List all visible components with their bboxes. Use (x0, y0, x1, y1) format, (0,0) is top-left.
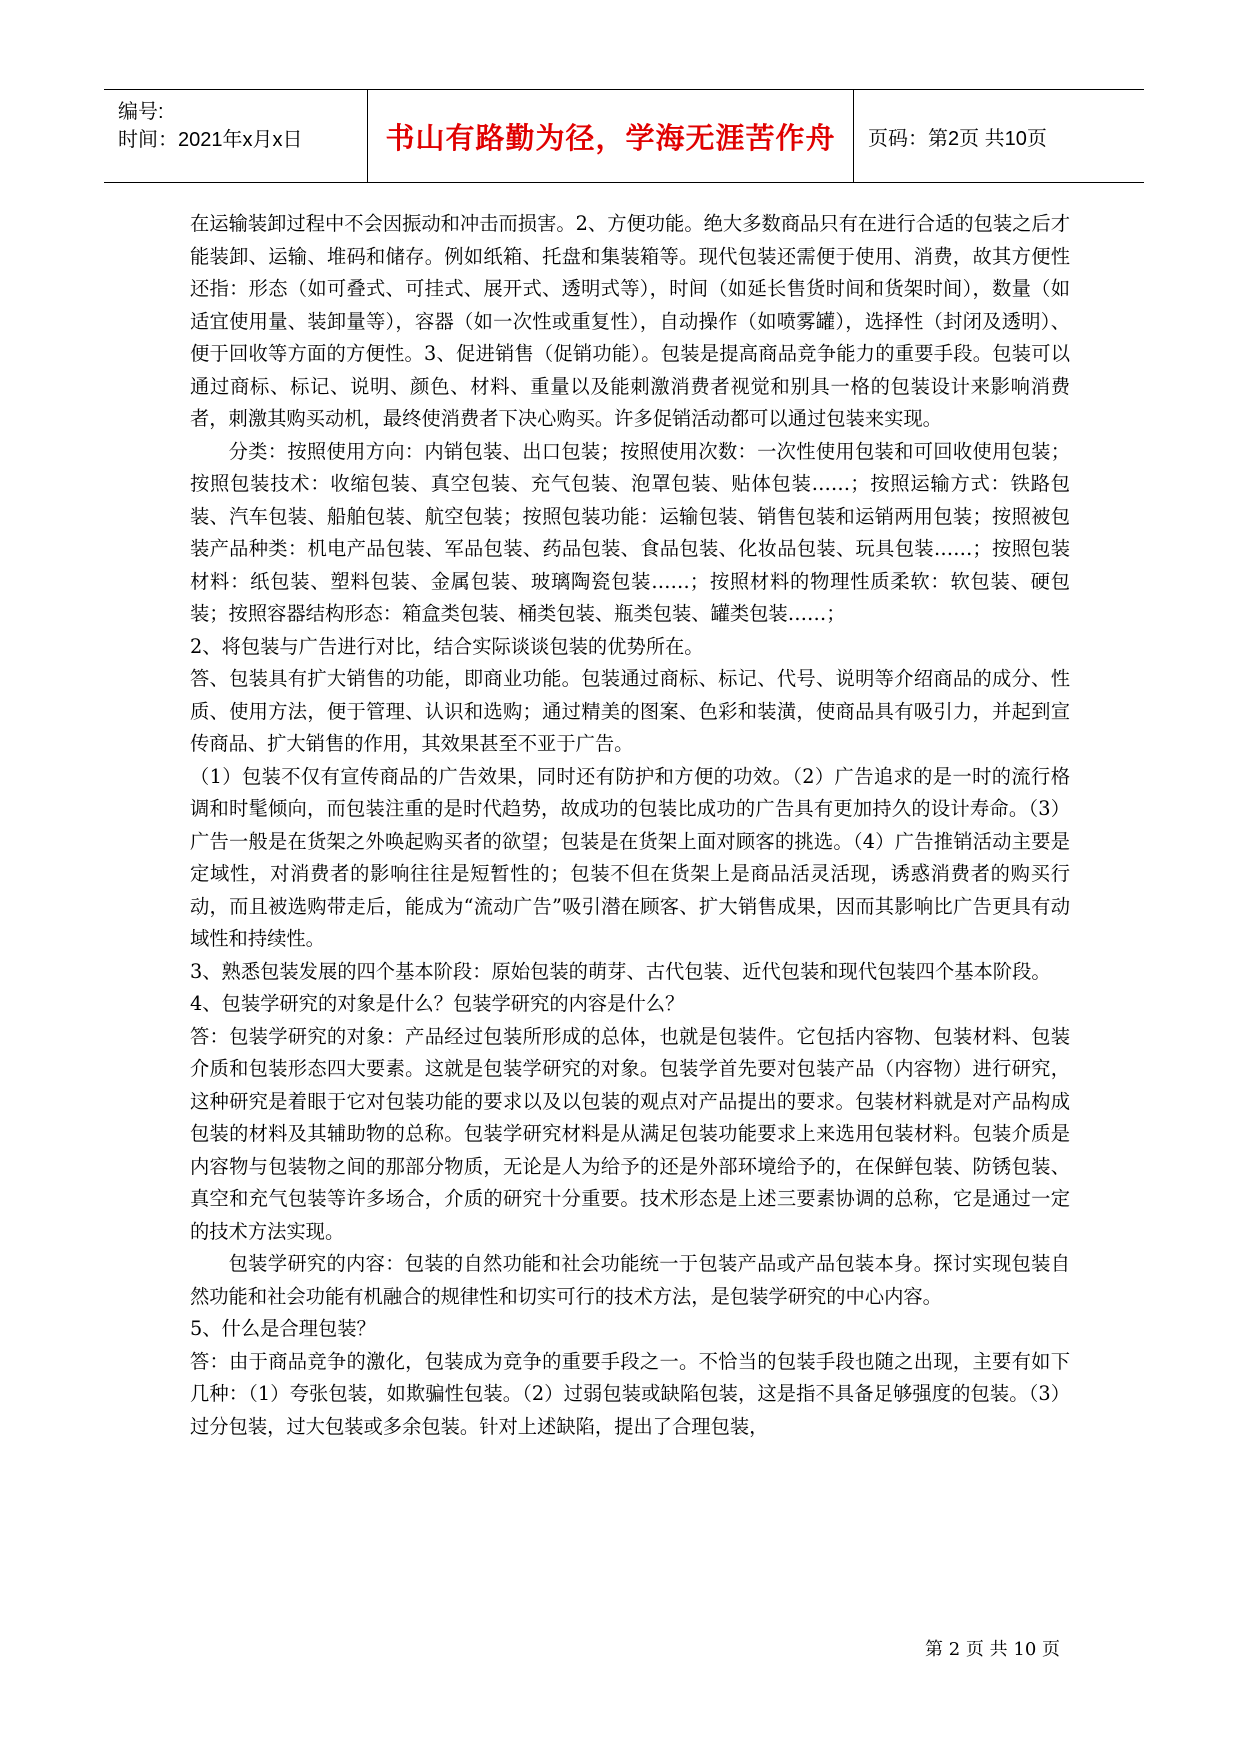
page-footer: 第 2 页 共 10 页 (925, 1639, 1060, 1660)
header-page-info: 页码：第2页 共10页 (868, 127, 1047, 150)
paragraph: （1）包装不仅有宣传商品的广告效果，同时还有防护和方便的功效。（2）广告追求的是一时的流行格调和时髦倾向，而包装注重的是时代趋势，故成功的包装比成功的广告具有更加持久的设计寿命。（3）广告一般是在货架之外唤起购买者的欲望；包装是在货架上面对顾客的挑选。（4）广告推销活动主要是定域性，对消费者的影响往往是短暂性的；包装不但在货架上是商品活灵活现，诱惑消费者的购买行动，而且被选购带走后，能成为“流动广告”吸引潜在顾客、扩大销售成果，因而其影响比广告更具有动域性和持续性。 (190, 764, 1070, 950)
serial-label: 编号: (118, 101, 164, 123)
time-label: 时间：2021年x月x日 (118, 129, 303, 151)
header-meta (104, 90, 368, 182)
question-heading: 2、将包装与广告进行对比，结合实际谈谈包装的优势所在。 (190, 634, 704, 658)
question-heading: 3、熟悉包装发展的四个基本阶段：原始包装的萌芽、古代包装、近代包装和现代包装四个基本阶段。 (190, 959, 1051, 983)
question-heading: 4、包装学研究的对象是什么？包装学研究的内容是什么？ (190, 992, 685, 1015)
header-motto: 书山有路勤为径，学海无涯苦作舟 (368, 90, 854, 182)
paragraph: 包装学研究的内容：包装的自然功能和社会功能统一于包装产品或产品包装本身。探讨实现包装自然功能和社会功能有机融合的规律性和切实可行的技术方法，是包装学研究的中心内容。 (190, 1252, 1070, 1308)
document-body (190, 208, 1070, 1443)
question-heading: 5、什么是合理包装？ (190, 1317, 376, 1340)
paragraph: 在运输装卸过程中不会因振动和冲击而损害。2、方便功能。绝大多数商品只有在进行合适的包装之后才能装卸、运输、堆码和储存。例如纸箱、托盘和集装箱等。现代包装还需便于使用、消费，故其方便性还指：形态（如可叠式、可挂式、展开式、透明式等），时间（如延长售货时间和货架时间），数量（如适宜使用量、装卸量等），容器（如一次性或重复性），自动操作（如喷雾罐），选择性（封闭及透明）、便于回收等方面的方便性。3、促进销售（促销功能）。包装是提高商品竞争能力的重要手段。包装可以通过商标、标记、说明、颜色、材料、重量以及能刺激消费者视觉和别具一格的包装设计来影响消费者，刺激其购买动机，最终使消费者下决心购买。许多促销活动都可以通过包装来实现。 (190, 212, 1070, 430)
paragraph: 答、包装具有扩大销售的功能，即商业功能。包装通过商标、标记、代号、说明等介绍商品的成分、性质、使用方法，便于管理、认识和选购；通过精美的图案、色彩和装潢，使商品具有吸引力，并起到宣传商品、扩大销售的作用，其效果甚至不亚于广告。 (190, 667, 1070, 755)
paragraph: 答：由于商品竞争的激化，包装成为竞争的重要手段之一。不恰当的包装手段也随之出现，主要有如下几种：（1）夸张包装，如欺骗性包装。（2）过弱包装或缺陷包装，这是指不具备足够强度的包装。（3）过分包装，过大包装或多余包装。针对上述缺陷，提出了合理包装， (190, 1349, 1070, 1438)
paragraph: 分类：按照使用方向：内销包装、出口包装；按照使用次数：一次性使用包装和可回收使用包装；按照包装技术：收缩包装、真空包装、充气包装、泡罩包装、贴体包装……；按照运输方式：铁路包装、汽车包装、船舶包装、航空包装；按照包装功能：运输包装、销售包装和运销两用包装；按照被包装产品种类：机电产品包装、军品包装、药品包装、食品包装、化妆品包装、玩具包装……；按照包装材料：纸包装、塑料包装、金属包装、玻璃陶瓷包装……；按照材料的物理性质柔软：软包装、硬包装；按照容器结构形态：箱盒类包装、桶类包装、瓶类包装、罐类包装……； (190, 439, 1070, 625)
paragraph: 答：包装学研究的对象：产品经过包装所形成的总体，也就是包装件。它包括内容物、包装材料、包装介质和包装形态四大要素。这就是包装学研究的对象。包装学首先要对包装产品（内容物）进行研究，这种研究是着眼于它对包装功能的要求以及以包装的观点对产品提出的要求。包装材料就是对产品构成包装的材料及其辅助物的总称。包装学研究材料是从满足包装功能要求上来选用包装材料。包装介质是内容物与包装物之间的那部分物质，无论是人为给予的还是外部环境给予的，在保鲜包装、防锈包装、真空和充气包装等许多场合，介质的研究十分重要。技术形态是上述三要素协调的总称，它是通过一定的技术方法实现。 (190, 1024, 1070, 1243)
page-header (104, 89, 1144, 183)
